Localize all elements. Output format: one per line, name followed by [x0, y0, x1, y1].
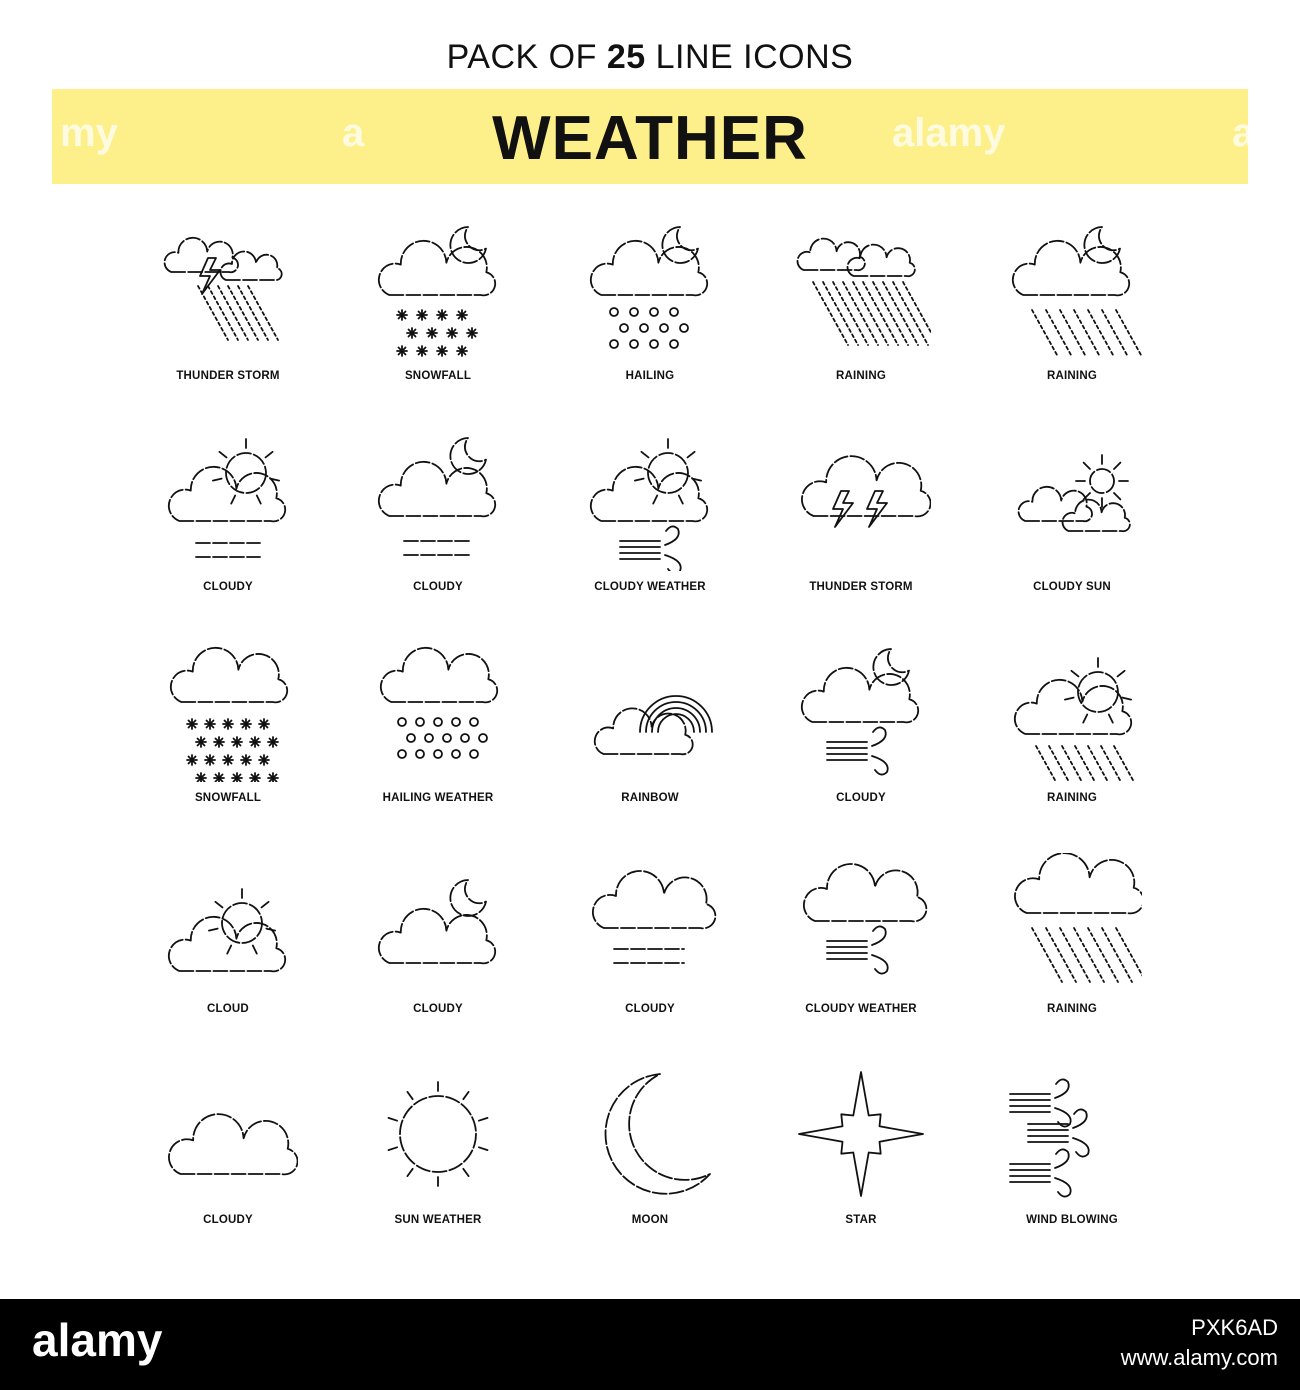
icon-label: CLOUD — [207, 1003, 249, 1015]
icon-tile — [972, 421, 1172, 621]
icon-label: RAINING — [1047, 370, 1097, 382]
icon-tile — [338, 421, 538, 621]
icon-label: MOON — [631, 1214, 669, 1226]
image-id-code: PXK6AD — [1191, 1315, 1278, 1340]
thunder-cloud-icon — [791, 431, 931, 571]
icon-tile — [338, 843, 538, 1043]
watermark-right: a — [1232, 111, 1255, 155]
icon-label: CLOUDY SUN — [1033, 581, 1111, 593]
icon-tile — [128, 632, 328, 832]
image-id — [1121, 1313, 1278, 1373]
cloudy-wind-icon — [791, 853, 931, 993]
watermark-mid-left: a — [342, 111, 365, 155]
snowfall-night-icon — [368, 220, 508, 360]
icon-tile — [338, 210, 538, 410]
title-banner — [52, 89, 1255, 184]
icon-tile — [128, 421, 328, 621]
cloudy-sun-fog-icon — [158, 431, 298, 571]
icon-label: RAINING — [1047, 1003, 1097, 1015]
cloudy-night-wind-icon — [791, 642, 931, 782]
icon-tile — [550, 843, 750, 1043]
icon-tile — [972, 210, 1172, 410]
icon-tile — [761, 1054, 961, 1254]
moon-icon — [580, 1064, 720, 1204]
star-icon — [791, 1064, 931, 1204]
icon-tile — [550, 632, 750, 832]
icon-tile — [972, 843, 1172, 1043]
icon-tile — [338, 1054, 538, 1254]
icon-label: RAINING — [1047, 792, 1097, 804]
icon-tile — [761, 632, 961, 832]
watermark-mid-right: alamy — [892, 111, 1006, 155]
icon-label: STAR — [845, 1214, 877, 1226]
snowfall-icon — [158, 642, 298, 782]
cloud-icon — [158, 1064, 298, 1204]
icon-tile — [128, 1054, 328, 1254]
icon-label: SNOWFALL — [194, 792, 262, 804]
icon-label: CLOUDY — [625, 1003, 675, 1015]
icon-label: RAINBOW — [621, 792, 679, 804]
icon-tile — [761, 210, 961, 410]
icon-label: SNOWFALL — [404, 370, 472, 382]
icon-label: SUN WEATHER — [394, 1214, 482, 1226]
icon-label: HAILING — [625, 370, 675, 382]
icon-tile — [550, 210, 750, 410]
rainbow-icon — [580, 642, 720, 782]
icon-grid — [0, 210, 1300, 1270]
hailing-icon — [368, 642, 508, 782]
raining-sun-icon — [1002, 642, 1142, 782]
cloud-sun-icon — [158, 853, 298, 993]
icon-tile — [338, 632, 538, 832]
hailing-night-icon — [580, 220, 720, 360]
sun-icon — [368, 1064, 508, 1204]
icon-tile — [972, 632, 1172, 832]
icon-label: THUNDER STORM — [809, 581, 913, 593]
wind-icon — [1002, 1064, 1142, 1204]
icon-tile — [761, 843, 961, 1043]
pack-subtitle: PACK OF 25 LINE ICONS — [446, 38, 854, 76]
icon-tile — [761, 421, 961, 621]
cloudy-sun-wind-icon — [580, 431, 720, 571]
icon-label: CLOUDY — [413, 1003, 463, 1015]
thunder-storm-icon — [158, 220, 298, 360]
icon-label: THUNDER STORM — [176, 370, 280, 382]
footer-bar — [0, 1299, 1300, 1390]
raining-clouds-icon — [791, 220, 931, 360]
icon-label: RAINING — [836, 370, 886, 382]
page-title: WEATHER — [492, 104, 808, 173]
icon-label: CLOUDY WEATHER — [594, 581, 706, 593]
icon-tile — [972, 1054, 1172, 1254]
icon-label: CLOUDY — [836, 792, 886, 804]
alamy-logo: alamy — [32, 1314, 163, 1366]
cloudy-night-fog-icon — [368, 431, 508, 571]
icon-tile — [128, 843, 328, 1043]
icon-tile — [128, 210, 328, 410]
icon-tile — [550, 421, 750, 621]
site-url: www.alamy.com — [1120, 1345, 1278, 1370]
cloudy-fog-icon — [580, 853, 720, 993]
icon-label: HAILING WEATHER — [382, 792, 494, 804]
cloudy-sun-icon — [1002, 431, 1142, 571]
icon-label: CLOUDY — [203, 581, 253, 593]
watermark-left: my — [60, 111, 118, 155]
icon-label: CLOUDY — [203, 1214, 253, 1226]
cloudy-night-icon — [368, 853, 508, 993]
icon-label: CLOUDY WEATHER — [805, 1003, 917, 1015]
icon-label: CLOUDY — [413, 581, 463, 593]
raining-icon — [1002, 853, 1142, 993]
raining-night-icon — [1002, 220, 1142, 360]
icon-label: WIND BLOWING — [1026, 1214, 1118, 1226]
icon-tile — [550, 1054, 750, 1254]
